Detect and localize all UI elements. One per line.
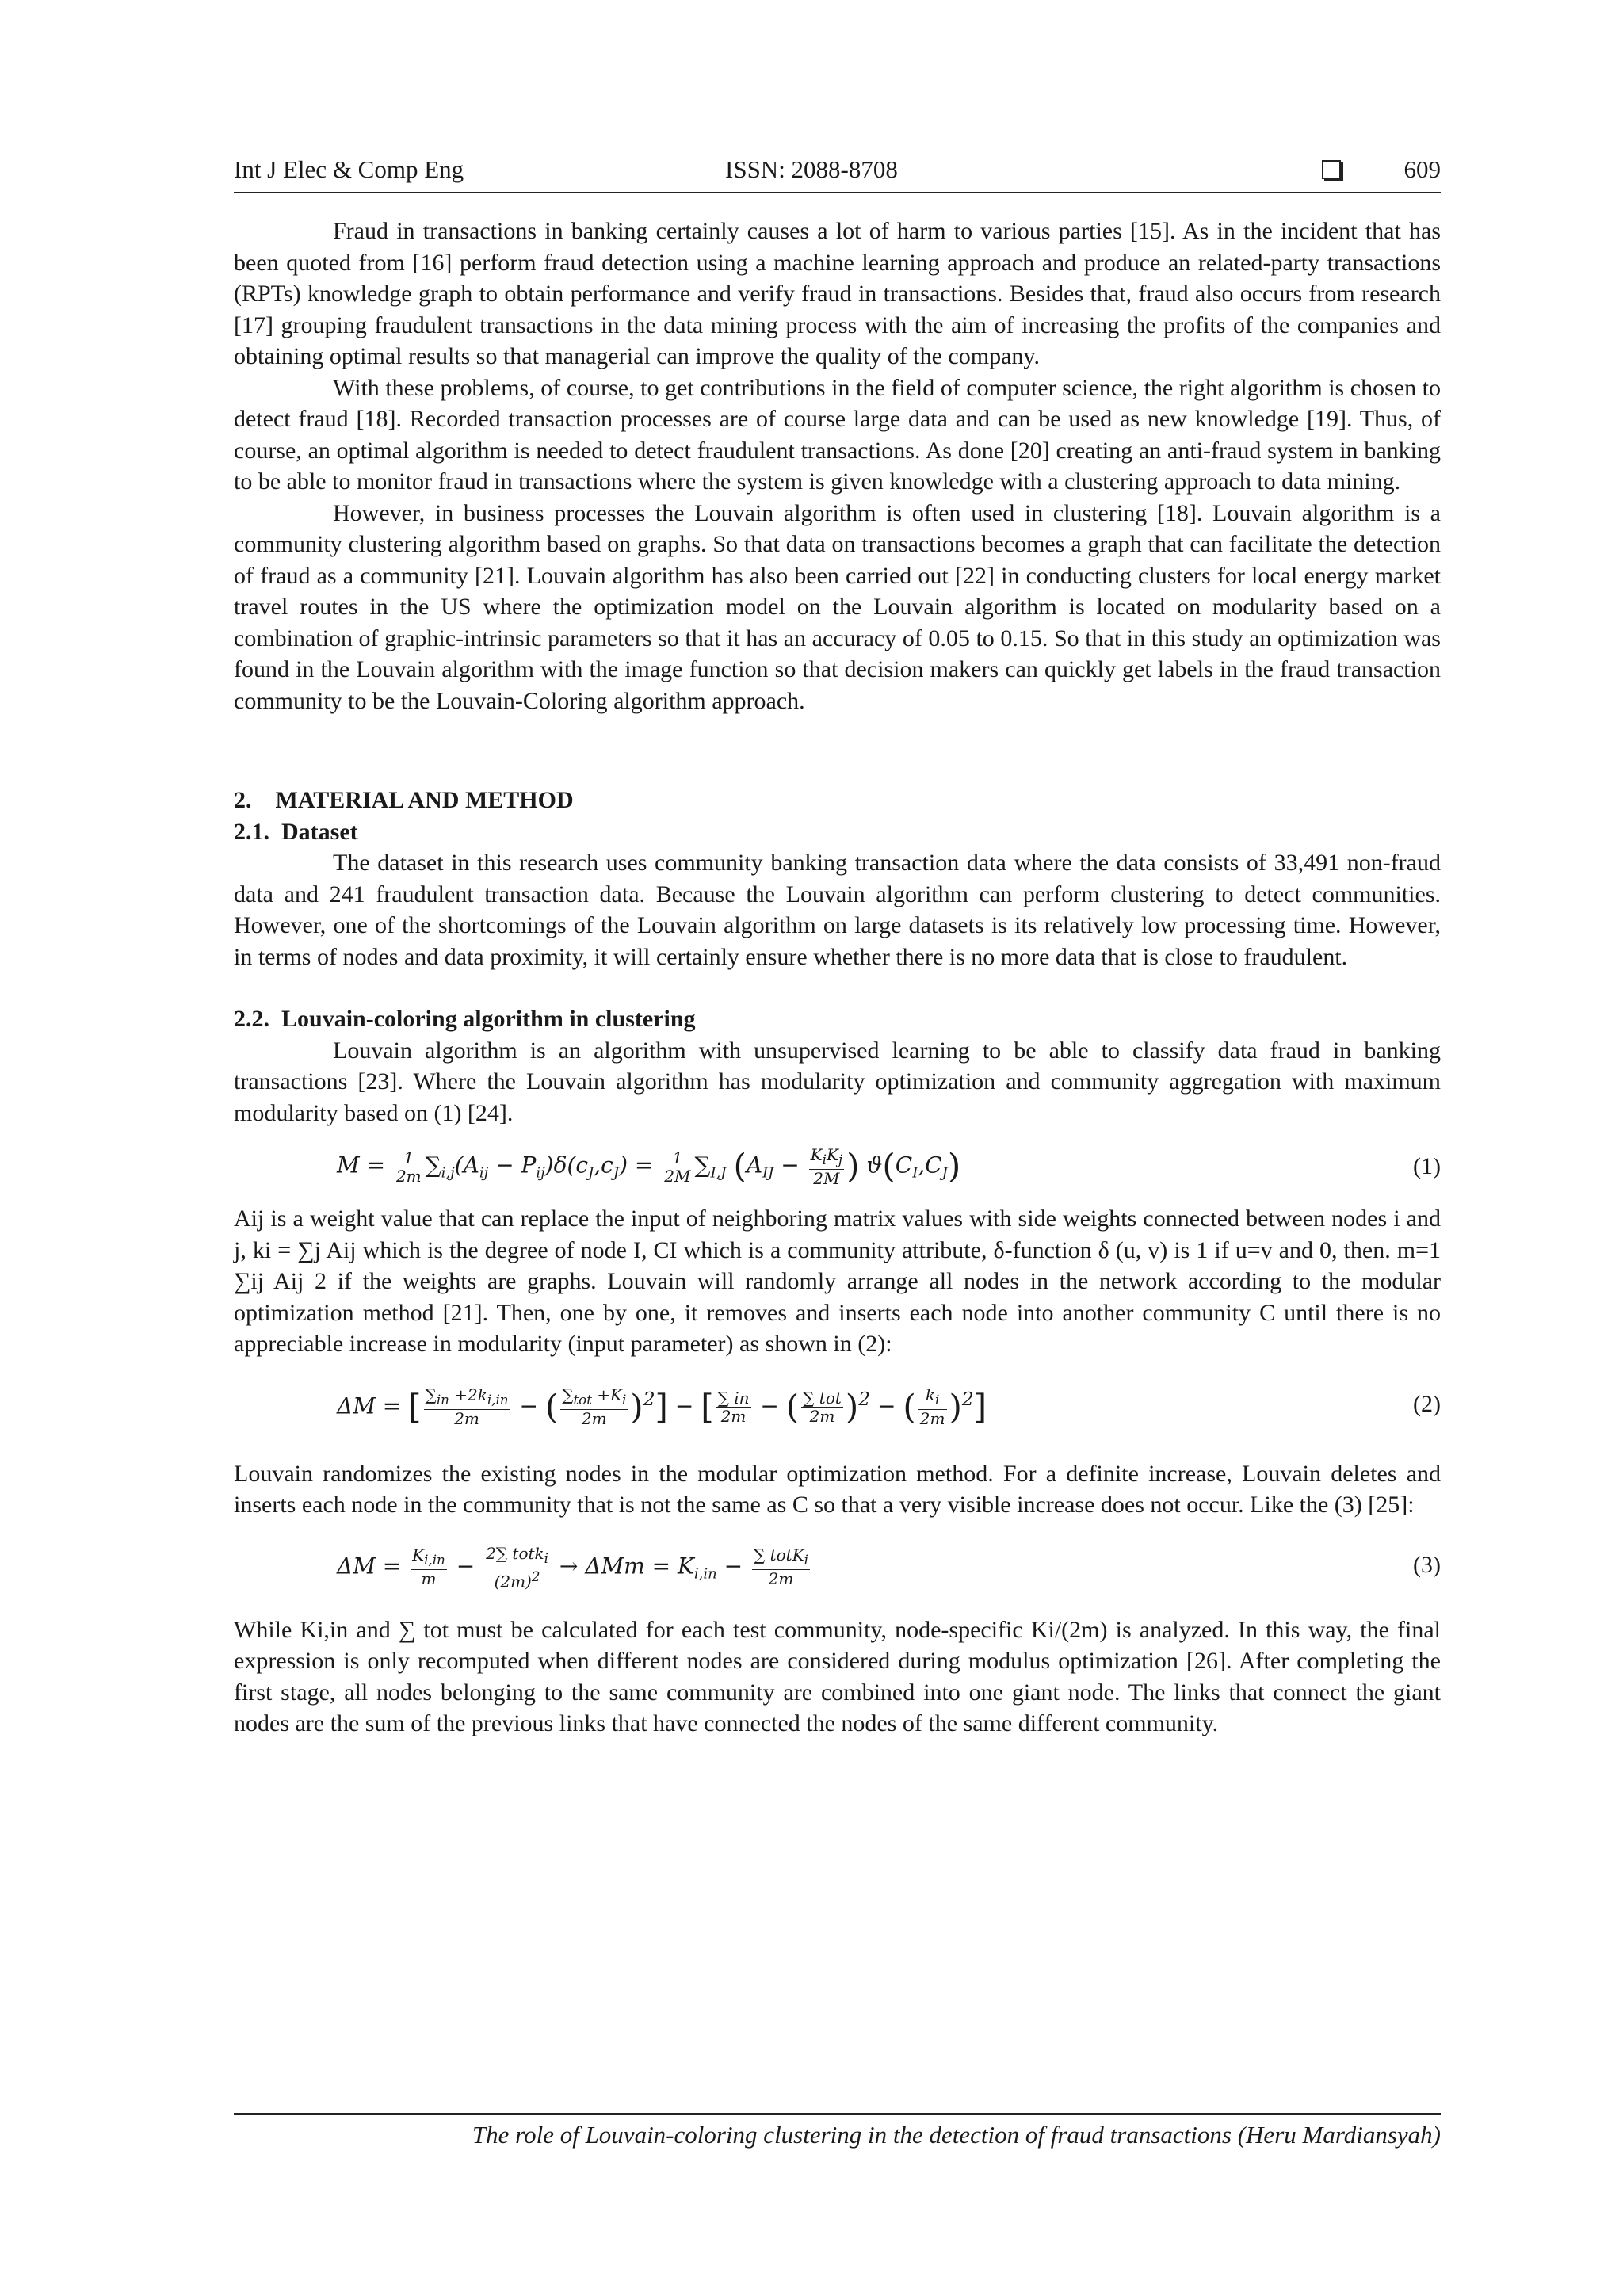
intro-paragraph-1: Fraud in transactions in banking certainly causes a lot of harm to various parties [15]. As in the incident that has been quoted from [16] perform fraud detection using a machine learning approach and produce an related-party transactions (RPTs) knowledge graph to obtain performance and verify fraud in transactions. Besides that, fraud also occurs from research [17] grouping fraudulent transactions in the data mining process with the aim of increasing the profits of the companies and obtaining optimal results so that managerial can improve the quality of the company.: [234, 218, 1441, 369]
dataset-paragraph: The dataset in this research uses community banking transaction data where the data consists of 33,491 non-fraud data and 241 fraudulent transaction data. Because the Louvain algorithm can perform clustering to detect communities. However, one of the shortcomings of the Louvain algorithm on large datasets is its relatively low processing time. However, in terms of nodes and data proximity, it will certainly ensure whether there is no more data that is close to fraudulent.: [234, 850, 1441, 970]
equation-3: [234, 1545, 1441, 1592]
section-title: 2. MATERIAL AND METHOD: [234, 787, 574, 813]
louvain-paragraph-3: Louvain randomizes the existing nodes in the modular optimization method. For a definite increase, Louvain deletes and inserts each node in the community that is not the same as C so that a very visible increase does not occur. Like the (3) [25]:: [234, 1460, 1441, 1518]
equation-2-number: (2): [1413, 1390, 1441, 1417]
equation-1: [234, 1146, 1441, 1194]
equation-1-number: (1): [1413, 1153, 1441, 1179]
subsection-dataset-title: 2.1. Dataset: [234, 818, 358, 845]
equation-3-formula: ΔM = $\frac{K_{i,in}}{m}$ − $\frac{2\sum totk_i}{(2m)^2}$ → $\Delta Mm = K_{i,in}$ − $\frac{\sum totK_i}{2m}$: [337, 1543, 808, 1591]
checkbox-square-icon: [1322, 160, 1341, 179]
equation-1-formula: M = $\frac{1}{2m}$ $\sum_{i,j}(A_{ij} - P_{ij})\delta(c_J,c_J)$ = $\frac{1}{2M}$ $\sum_{I,J}$ ($A_{IJ}$ − $\frac{K_iK_j}{2M}$ ) $ϑ(C_I,C_J)$: [337, 1145, 961, 1188]
page-number: 609: [1403, 155, 1441, 183]
louvain-paragraph-2: Aij is a weight value that can replace the input of neighboring matrix values with side weights connected between nodes i and j, ki = ∑j Aij which is the degree of node I, CI which is a community attribute, δ-function δ (u, v) is 1 if u=v and 0, then. m=1 ∑ij Aij 2 if the weights are graphs. Louvain will randomly arrange all nodes in the network according to the modular optimization method [21]. Then, one by one, it removes and inserts each node into another community C until there is no appreciable increase in modularity (input parameter) as shown in (2):: [234, 1205, 1441, 1357]
equation-3-number: (3): [1413, 1551, 1441, 1578]
body-text: [234, 216, 1441, 1740]
issn: ISSN: 2088-8708: [725, 155, 898, 183]
running-footer: The role of Louvain-coloring clustering in the detection of fraud transactions (Heru Mardiansyah): [234, 2113, 1441, 2149]
running-header: [234, 155, 1441, 193]
journal-name: Int J Elec & Comp Eng: [234, 155, 464, 183]
equation-2-formula: ΔM = [ $\frac{\sum_{in} +2k_{i,in}}{2m}$ − ( $\frac{\sum_{tot} +K_i}{2m}$ )$^2$] − [ $\frac{\sum in}{2m}$ − ( $\frac{\text{∑ tot}}{2m}$ )$^2$ − ( $\frac{k_i}{2m}$ )$^2$]: [337, 1385, 987, 1429]
intro-paragraph-2: With these problems, of course, to get contributions in the field of computer science, the right algorithm is chosen to detect fraud [18]. Recorded transaction processes are of course large data and can be used as new knowledge [19]. Thus, of course, an optimal algorithm is needed to detect fraudulent transactions. As done [20] creating an anti-fraud system in banking to be able to monitor fraud in transactions where the system is given knowledge with a clustering approach to data mining.: [234, 374, 1441, 495]
intro-paragraph-3: However, in business processes the Louvain algorithm is often used in clustering [18]. Louvain algorithm is a community clustering algorithm based on graphs. So that data on transactions becomes a graph that can facilitate the detection of fraud as a community [21]. Louvain algorithm has also been carried out [22] in conducting clusters for local energy market travel routes in the US where the optimization model on the Louvain algorithm is located on modularity based on a combination of graphic-intrinsic parameters so that it has an accuracy of 0.05 to 0.15. So that in this study an optimization was found in the Louvain algorithm with the image function so that decision makers can quickly get labels in the fraud transaction community to be the Louvain-Coloring algorithm approach.: [234, 499, 1441, 714]
subsection-louvain-title: 2.2. Louvain-coloring algorithm in clustering: [234, 1006, 696, 1032]
louvain-paragraph-4: While Ki,in and ∑ tot must be calculated for each test community, node-specific Ki/(2m) is analyzed. In this way, the final expression is only recomputed when different nodes are considered during modulus optimization [26]. After completing the first stage, all nodes belonging to the same community are combined into one giant node. The links that connect the giant nodes are the sum of the previous links that have connected the nodes of the same different community.: [234, 1616, 1441, 1736]
equation-2: [234, 1384, 1441, 1439]
louvain-paragraph-1: Louvain algorithm is an algorithm with unsupervised learning to be able to classify data fraud in banking transactions [23]. Where the Louvain algorithm has modularity optimization and community aggregation with maximum modularity based on (1) [24].: [234, 1037, 1441, 1126]
